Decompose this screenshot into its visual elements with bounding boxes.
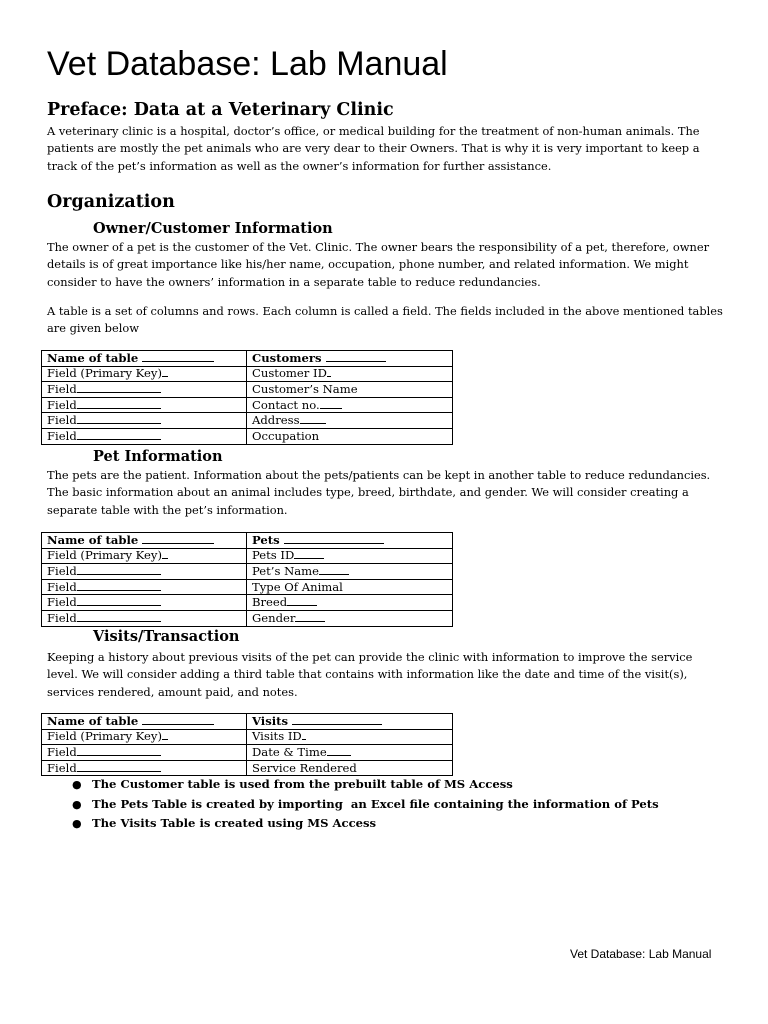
table-row [42,579,453,595]
text-line: are given below [47,321,139,336]
table-cell: Field (Primary Key) [42,548,247,564]
table-cell: Date & Time [247,745,453,761]
visits-table [41,713,453,776]
table-cell: Name of table [42,533,247,549]
table-cell: Field [42,397,247,413]
table-cell: Breed [247,595,453,611]
table-cell: Field [42,595,247,611]
page-footer: Vet Database: Lab Manual [570,947,712,961]
table-cell: Pet’s Name [247,564,453,580]
list-item: ● The Pets Table is created by importing an Excel file containing the information of Pets [72,796,659,811]
table-row [42,729,453,745]
text-line: separate table with the pet’s information. [47,502,288,517]
table-header-row [42,351,453,367]
customers-table [41,350,453,445]
table-row [42,610,453,626]
list-item: ● The Customer table is used from the prebuilt table of MS Access [72,777,513,791]
text-line: Keeping a history about previous visits of the pet can provide the clinic with information to improve the service [47,650,693,664]
table-cell: Address [247,413,453,429]
table-row [42,428,453,444]
table-cell: Field [42,428,247,444]
text-line: services rendered, amount paid, and notes. [47,684,298,699]
table-cell: Name of table [42,351,247,367]
table-row [42,548,453,564]
table-cell: Service Rendered [247,760,453,776]
text-line: track of the pet’s information as well as the owner’s information for further assistance. [47,158,552,173]
table-cell: Field [42,413,247,429]
pets-table [41,532,453,627]
preface-paragraph [47,123,727,175]
preface-heading: Preface: Data at a Veterinary Clinic [47,100,394,120]
table-cell: Visits ID [247,729,453,745]
table-cell: Customer’s Name [247,382,453,398]
table-row [42,760,453,776]
list-item: ● The Visits Table is created using MS Access [72,816,377,830]
table-cell: Field [42,745,247,761]
bullet-icon: ● [72,797,82,811]
table-cell: Customers [247,351,453,367]
text-line: A table is a set of columns and rows. Each column is called a field. The fields included in the above mentioned tables [47,304,723,318]
table-cell: Field [42,760,247,776]
table-cell: Field [42,382,247,398]
table-row [42,413,453,429]
visits-heading: Visits/Transaction [93,628,240,645]
text-line: The owner of a pet is the customer of the Vet. Clinic. The owner bears the responsibility of a pet, therefore, owner [47,240,710,254]
table-cell: Field (Primary Key) [42,729,247,745]
table-row [42,595,453,611]
pet-heading: Pet Information [93,448,223,465]
table-intro-paragraph [47,303,727,338]
pet-paragraph [47,467,727,519]
table-cell: Field [42,610,247,626]
table-cell: Pets [247,533,453,549]
table-cell: Pets ID [247,548,453,564]
table-row [42,564,453,580]
table-row [42,397,453,413]
table-row [42,745,453,761]
table-cell: Field (Primary Key) [42,366,247,382]
text-line: The basic information about an animal includes type, breed, birthdate, and gender. We will consider creating a [47,485,689,500]
table-cell: Field [42,564,247,580]
text-line: A veterinary clinic is a hospital, doctor’s office, or medical building for the treatment of non-human animals. The [47,124,700,138]
organization-heading: Organization [47,192,175,212]
table-cell: Gender [247,610,453,626]
table-cell: Field [42,579,247,595]
table-cell: Customer ID [247,366,453,382]
table-header-row [42,714,453,730]
visits-paragraph [47,649,727,701]
bullet-icon: ● [72,778,82,791]
table-header-row [42,533,453,549]
text-line: level. We will consider adding a third table that contains with information like the date and time of the visit(s), [47,667,688,682]
table-cell: Name of table [42,714,247,730]
table-cell: Occupation [247,428,453,444]
owner-paragraph [47,239,727,291]
text-line: patients are mostly the pet animals who are very dear to their Owners. That is why it is very important to keep a [47,141,700,156]
document-title: Vet Database: Lab Manual [47,45,448,83]
bullet-icon: ● [72,817,82,830]
text-line: consider to have the owners’ information in a separate table to reduce redundancies. [47,274,541,289]
text-line: The pets are the patient. Information about the pets/patients can be kept in another table to reduce redundancies. [47,468,711,482]
table-cell: Contact no. [247,397,453,413]
table-row [42,366,453,382]
table-row [42,382,453,398]
owner-heading: Owner/Customer Information [93,220,333,237]
summary-bullet-list [70,776,659,835]
table-cell: Visits [247,714,453,730]
text-line: details is of great importance like his/her name, occupation, phone number, and related information. We might [47,257,689,272]
table-cell: Type Of Animal [247,579,453,595]
